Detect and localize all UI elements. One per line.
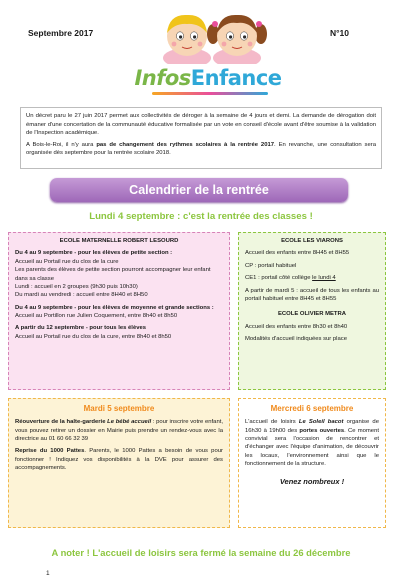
maternelle-s2-line: Accueil au Portillon rue Julien Coquement, entre 8h40 et 8h50 [15, 313, 178, 319]
page-number: 1 [46, 570, 50, 577]
intro-p2-end: . En revanche, une consultation sera organisée dès septembre pour la rentrée scolaire 2018. [26, 141, 376, 157]
maternelle-moyenne-grande [15, 304, 223, 321]
maternelle-tous [15, 324, 223, 341]
mardi-p1-start: Réouverture de la halte-garderie [15, 419, 108, 426]
viarons-line: CP : portail habituel [245, 262, 297, 269]
footer-note: A noter ! L'accueil de loisirs sera fermé la semaine du 26 décembre [51, 547, 351, 558]
viarons-line: Accueil des enfants entre 8H45 et 8H55 [245, 250, 350, 257]
viarons-metra-box [238, 232, 386, 390]
issue-date: Septembre 2017 [28, 28, 94, 38]
intro-p2-highlight: pas de changement des rythmes scolaires à la rentrée 2017 [96, 141, 275, 148]
maternelle-s3-line: Accueil au Portail rue du clos de la cure, entre 8h40 et 8h50 [15, 333, 172, 340]
maternelle-s3-title: A partir du 12 septembre - pour tous les élèves [15, 325, 147, 332]
mercredi-p1-e: . Ce moment convivial sera l'occasion de rencontrer et d'échanger avec l'équipe d'animation, de découvrir les locaux, l'environnement ainsi que le fonctionnement de la structure. [245, 427, 379, 468]
mercredi-p1-c: organise de 16h30 à 19h00 des [245, 419, 379, 434]
mardi-p2-start: Reprise du 1000 Pattes [15, 448, 85, 455]
viarons-ce1-date: le lundi 4 [312, 275, 336, 282]
intro-p2-start: A Bois-le-Roi, il n'y aura [26, 141, 97, 148]
logo-part-infos: Infos [134, 66, 191, 90]
viarons-line [245, 274, 379, 282]
maternelle-s1-line: Du mardi au vendredi : accueil entre 8H40 et 8H50 [15, 292, 148, 299]
children-illustration [145, 6, 275, 64]
mercredi-p1-d: portes ouvertes [299, 427, 345, 434]
mardi-box [8, 398, 230, 528]
logo-underline [152, 92, 268, 95]
mardi-title: Mardi 5 septembre [83, 404, 155, 413]
issue-number: N°10 [330, 28, 349, 38]
mardi-paragraph-1 [15, 418, 223, 443]
metra-line: Modalités d'accueil indiquées sur place [245, 336, 347, 342]
maternelle-s1-line: Lundi : accueil en 2 groupes (9h30 puis 10h30) [15, 283, 138, 290]
mercredi-paragraph [245, 418, 379, 468]
maternelle-title: ECOLE MATERNELLE ROBERT LESOURD [59, 238, 179, 244]
mercredi-box [238, 398, 386, 528]
maternelle-s2-title: Du 4 au 9 septembre - pour les élèves de moyenne et grande sections : [15, 304, 214, 311]
maternelle-s1-title: Du 4 au 9 septembre - pour les élèves de petite section : [15, 250, 173, 257]
metra-line: Accueil des enfants entre 8h30 et 8h40 [245, 323, 348, 330]
infos-enfance-logo [128, 66, 288, 90]
calendar-banner: Calendrier de la rentrée [50, 178, 348, 202]
intro-paragraph-2 [26, 141, 376, 158]
maternelle-s1-line: Accueil au Portail rue du clos de la cure [15, 258, 119, 265]
viarons-line: A partir de mardi 5 : accueil de tous les enfants au portail habituel entre 8H45 et 8H55 [245, 287, 379, 302]
maternelle-s1-line: Les parents des élèves de petite section pourront accompagner leur enfant dans sa classe [15, 267, 211, 282]
rentree-heading: Lundi 4 septembre : c'est la rentrée des classes ! [89, 211, 313, 222]
mardi-paragraph-2 [15, 447, 223, 472]
viarons-ce1-text: CE1 : portail côté collège [245, 275, 313, 282]
mardi-p2-end: . Parents, le 1000 Pattes a besoin de vous pour fonctionner ! Indiquez vos disponibilités à la DVE pour assurer des accompagnements. [15, 448, 223, 472]
intro-box [20, 107, 382, 169]
mardi-p1-name: Le bébé accueil [107, 419, 152, 426]
metra-title: ECOLE OLIVIER METRA [277, 311, 347, 318]
maternelle-petite-section [15, 249, 223, 299]
viarons-title: ECOLE LES VIARONS [281, 238, 343, 244]
maternelle-box [8, 232, 230, 390]
mercredi-title: Mercredi 6 septembre [270, 404, 354, 413]
mercredi-p1-b: Le Soleil bacot [298, 419, 344, 426]
mercredi-closing: Venez nombreux ! [279, 476, 345, 486]
intro-paragraph-1: Un décret paru le 27 juin 2017 permet aux collectivités de déroger à la semaine de 4 jours et demi. La demande de dérogation doit émaner d'une concertation de la communauté éducative formalisée par un vote en conseil d'école avant d'être soumise à la validation de l'Inspection académique. [26, 113, 376, 137]
logo-part-enfance: Enfance [190, 66, 282, 90]
mercredi-p1-a: L'accueil de loisirs [245, 419, 299, 426]
mardi-p1-end: : pour inscrire votre enfant, vous pouvez retirer un dossier en Mairie puis prendre un rendez-vous avec la directrice au 01 60 66 32 39 [15, 419, 224, 443]
